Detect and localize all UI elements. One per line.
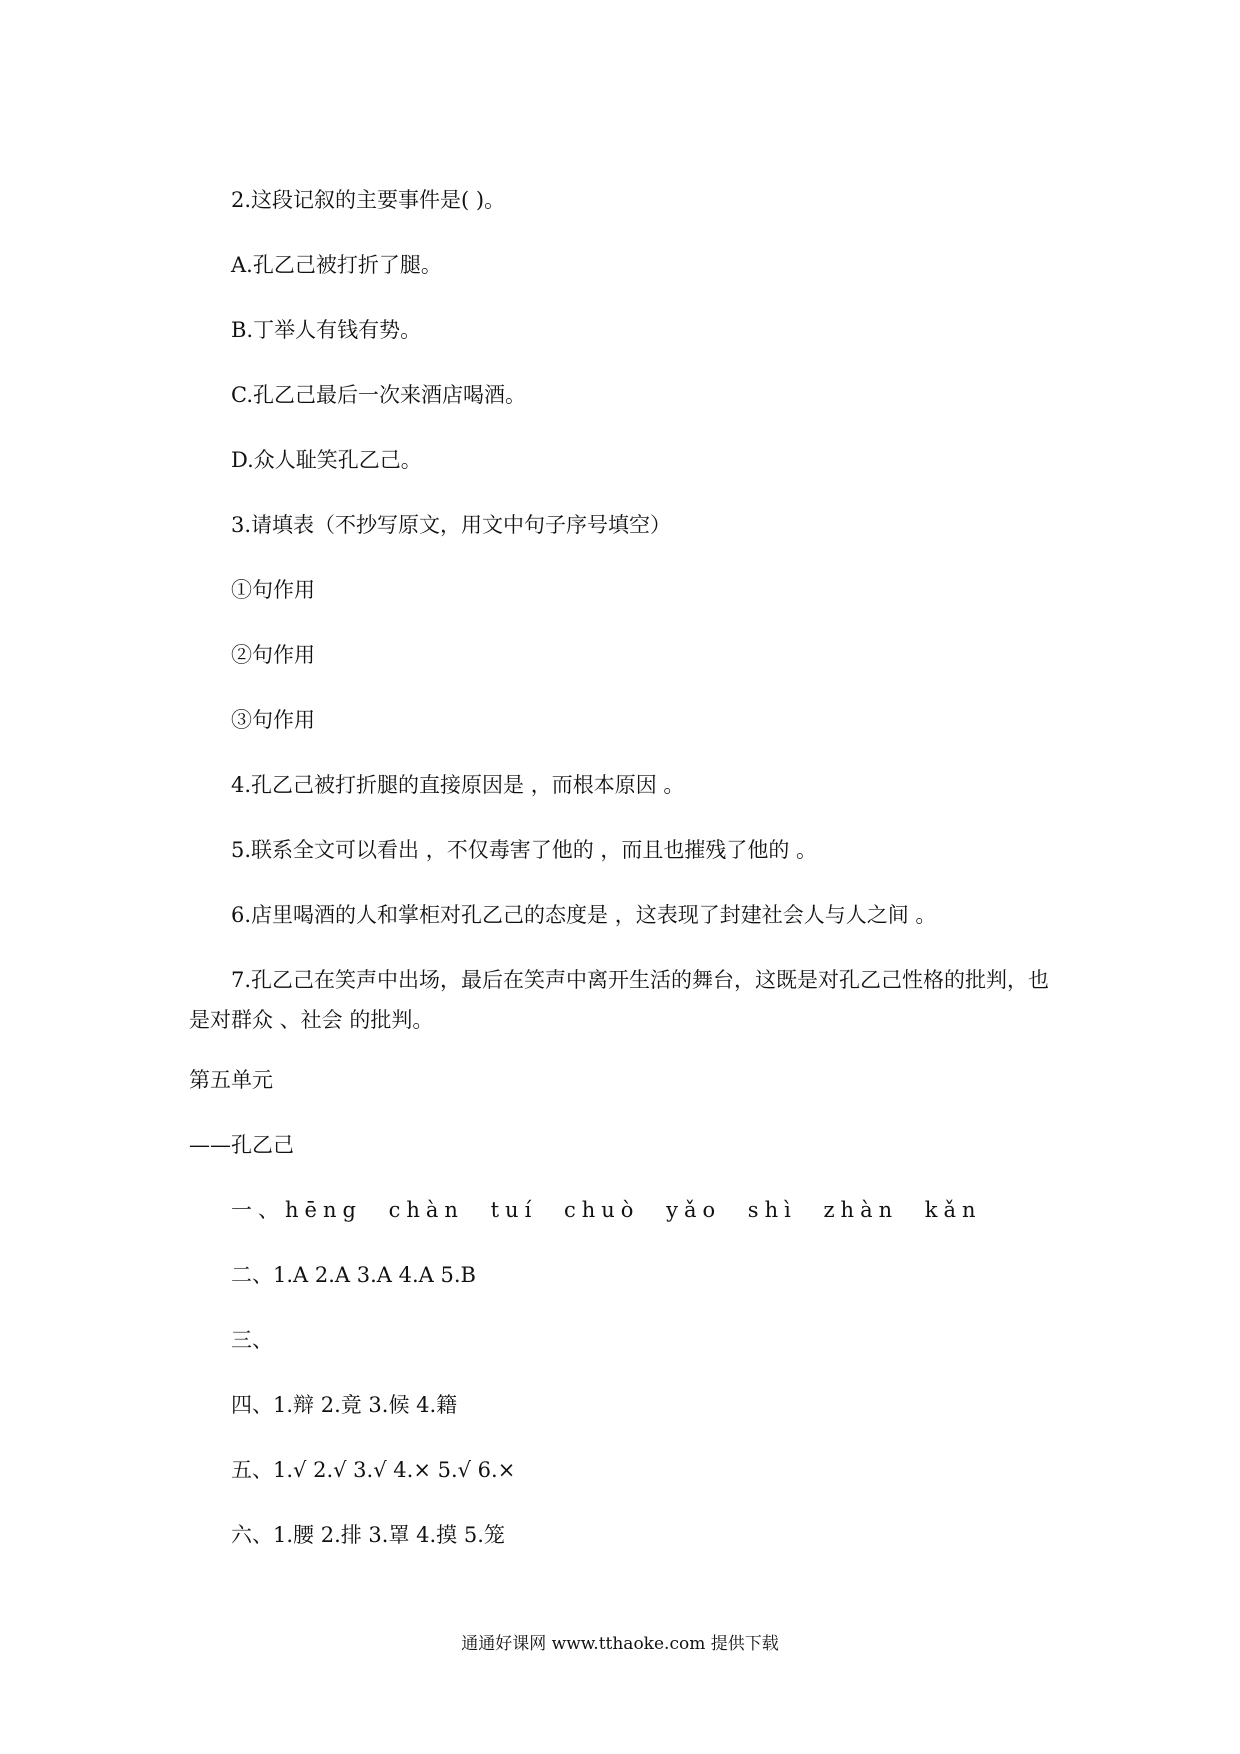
question-3-item-3: ③句作用 — [231, 708, 315, 732]
answer-section-3: 三、 — [231, 1328, 273, 1352]
question-3-item-2: ②句作用 — [231, 643, 315, 667]
answer-section-5: 五、1.√ 2.√ 3.√ 4.× 5.√ 6.× — [231, 1458, 516, 1482]
answer-section-1: 一、hēng chàn tuí chuò yǎo shì zhàn kǎn — [231, 1198, 982, 1222]
question-2-option-b: B.丁举人有钱有势。 — [231, 318, 422, 342]
question-2-option-a: A.孔乙己被打折了腿。 — [231, 253, 442, 277]
question-2: 2.这段记叙的主要事件是( )。 — [231, 188, 506, 212]
question-7: 7.孔乙己在笑声中出场，最后在笑声中离开生活的舞台，这既是对孔乙己性格的批判，也是对群众 、社会 的批判。 — [189, 968, 1050, 1032]
question-2-option-d: D.众人耻笑孔乙己。 — [231, 448, 422, 472]
answer-section-6: 六、1.腰 2.排 3.罩 4.摸 5.笼 — [231, 1523, 505, 1547]
answer-section-2: 二、1.A 2.A 3.A 4.A 5.B — [231, 1263, 476, 1287]
question-5: 5.联系全文可以看出 ，不仅毒害了他的 ，而且也摧残了他的 。 — [231, 838, 818, 862]
question-3-item-1: ①句作用 — [231, 578, 315, 602]
page-footer: 通通好课网 www.tthaoke.com 提供下载 — [461, 1634, 779, 1654]
answer-section-4: 四、1.辩 2.竟 3.候 4.籍 — [231, 1393, 458, 1417]
unit-title: 第五单元 — [189, 1068, 273, 1092]
question-2-option-c: C.孔乙己最后一次来酒店喝酒。 — [231, 383, 526, 407]
lesson-title: ——孔乙己 — [189, 1133, 294, 1157]
question-3: 3.请填表（不抄写原文，用文中句子序号填空） — [231, 513, 672, 537]
question-4: 4.孔乙己被打折腿的直接原因是 ，而根本原因 。 — [231, 773, 685, 797]
question-6: 6.店里喝酒的人和掌柜对孔乙己的态度是 ，这表现了封建社会人与人之间 。 — [231, 903, 937, 927]
